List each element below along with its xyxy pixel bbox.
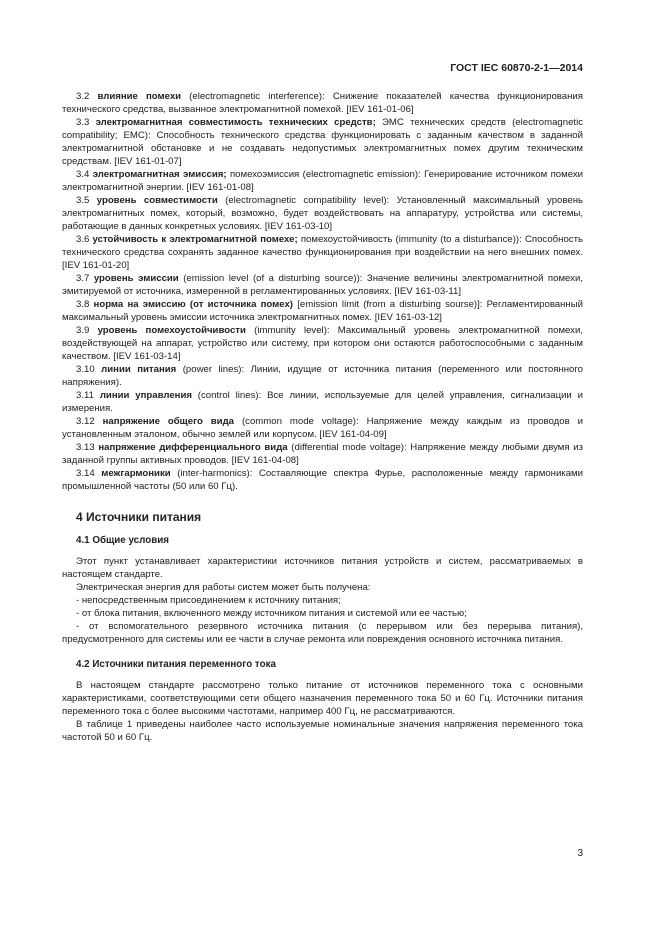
definition-term: устойчивость к электромагнитной помехе; — [92, 234, 298, 245]
list-item: - от вспомогательного резервного источника питания (с перерывом или без перерыва питания), предусмотренного для системы или ее части в случае ремонта или повреждения основного источника питания. — [62, 621, 583, 645]
definition-text: (control lines): Все линии, используемые для целей управления, сигнализации и измерения. — [62, 390, 583, 414]
definition-item — [62, 90, 583, 116]
definition-item — [62, 441, 583, 467]
definition-item — [62, 298, 583, 324]
definition-term: линии питания — [101, 364, 177, 375]
definition-number: 3.14 — [76, 468, 95, 479]
definition-text: (immunity level): Максимальный уровень электромагнитной помехи, воздействующей на аппарат, устройство или систему, при котором они остаются работоспособными с заданным качеством. [IEV 161-03-14] — [62, 325, 584, 362]
definition-number: 3.5 — [76, 195, 90, 206]
definition-term: межгармоники — [101, 468, 171, 479]
definition-text: помехоустойчивость (immunity (to a disturbance)): Способность технического средства сохранять заданное качество функционирования при воздействии на него внешних помех. [IEV 161-01-20] — [62, 234, 583, 271]
definition-text: (electromagnetic interference): Снижение показателей качества функционирования технического средства, вызванное электромагнитной помехой. [IEV 161-01-06] — [62, 91, 583, 115]
definitions-list — [62, 90, 583, 493]
definition-item — [62, 324, 583, 363]
definition-term: напряжение общего вида — [102, 416, 235, 427]
definition-number: 3.4 — [76, 169, 90, 180]
definition-number: 3.12 — [76, 416, 95, 427]
definition-number: 3.10 — [76, 364, 95, 375]
definition-item — [62, 233, 583, 272]
paragraph: В таблице 1 приведены наиболее часто используемые номинальные значения напряжения переменного тока частотой 50 и 60 Гц. — [62, 719, 583, 743]
document-header: ГОСТ IEC 60870-2-1—2014 — [450, 62, 583, 74]
page-number: 3 — [577, 848, 583, 859]
paragraph: В настоящем стандарте рассмотрено только питание от источников переменного тока с основными характеристиками, соответствующими сети общего назначения переменного тока 50 и 60 Гц. Источники питания переменного тока с более высокими частотами, например 400 Гц, не рассматриваются. — [62, 680, 583, 717]
definition-item — [62, 168, 583, 194]
paragraph: Электрическая энергия для работы систем может быть получена: — [76, 582, 371, 593]
definition-number: 3.13 — [76, 442, 95, 453]
paragraph: Этот пункт устанавливает характеристики источников питания устройств и систем, рассматриваемых в настоящем стандарте. — [62, 556, 583, 580]
definition-number: 3.9 — [76, 325, 90, 336]
definition-term: напряжение дифференциального вида — [98, 442, 288, 453]
definition-text: (differential mode voltage): Напряжение между любыми двумя из заданной группы активных проводов. [IEV 161-04-08] — [62, 442, 583, 466]
section-4-title: 4 Источники питания — [76, 510, 202, 524]
definition-term: норма на эмиссию (от источника помех) — [93, 299, 294, 310]
definition-text: (common mode voltage): Напряжение между каждым из проводов и установленным эталоном, обычно землей или корпусом. [IEV 161-04-09] — [62, 416, 583, 440]
definition-text: (emission level (of a disturbing source)): Значение величины электромагнитной помехи, эмитируемой от источника, измеренной в регламентированных условиях. [IEV 161-03-11] — [62, 273, 583, 297]
definition-number: 3.2 — [76, 91, 90, 102]
definition-text: (inter-harmonics): Составляющие спектра Фурье, расположенные между гармониками промышленной частоты (50 или 60 Гц). — [62, 468, 583, 492]
definition-text: ЭМС технических средств (electromagnetic compatibility; EMC): Способность технического средства функционировать с заданным качеством в заданной электромагнитной обстановке и не создавать недопустимых электромагнитных помех другим техническим средствам. [IEV 161-01-07] — [62, 117, 584, 167]
definition-term: уровень совместимости — [96, 195, 218, 206]
definition-term: электромагнитная совместимость технических средств; — [95, 117, 376, 128]
definition-item — [62, 467, 583, 493]
definition-term: линии управления — [99, 390, 192, 401]
list-item: - от блока питания, включенного между источником питания и системой или ее частью; — [76, 608, 467, 619]
definition-number: 3.11 — [76, 390, 94, 401]
definition-term: уровень помехоустойчивости — [97, 325, 246, 336]
definition-number: 3.8 — [76, 299, 90, 310]
definition-item — [62, 116, 583, 168]
definition-text: помехоэмиссия (electromagnetic emission): Генерирование источником помехи электромагнитной энергии. [IEV 161-01-08] — [62, 169, 583, 193]
definition-number: 3.3 — [76, 117, 90, 128]
definition-item — [62, 415, 583, 441]
section-4-2-title: 4.2 Источники питания переменного тока — [76, 659, 276, 670]
definition-item — [62, 272, 583, 298]
definition-item — [62, 389, 583, 415]
definition-item — [62, 363, 583, 389]
definition-text: [emission limit (from a disturbing sourse)]: Регламентированный максимальный уровень эмиссии источника электромагнитных помех. [IEV 161-03-12] — [62, 299, 583, 323]
definition-number: 3.6 — [76, 234, 90, 245]
definition-text: (electromagnetic compatibility level): Установленный максимальный уровень электромагнитных помех, который, возможно, будет воздействовать на аппаратуру, устройства или системы, работающие в данных конкретных условиях. [IEV 161-03-10] — [62, 195, 583, 232]
definition-term: электромагнитная эмиссия; — [92, 169, 227, 180]
definition-term: уровень эмиссии — [93, 273, 179, 284]
definition-item — [62, 194, 583, 233]
section-4-1-title: 4.1 Общие условия — [76, 535, 169, 546]
list-item: - непосредственным присоединением к источнику питания; — [76, 595, 341, 606]
definition-term: влияние помехи — [97, 91, 182, 102]
definition-number: 3.7 — [76, 273, 90, 284]
page-content — [62, 90, 583, 744]
definition-text: (power lines): Линии, идущие от источника питания (переменного или постоянного напряжения). — [62, 364, 583, 388]
